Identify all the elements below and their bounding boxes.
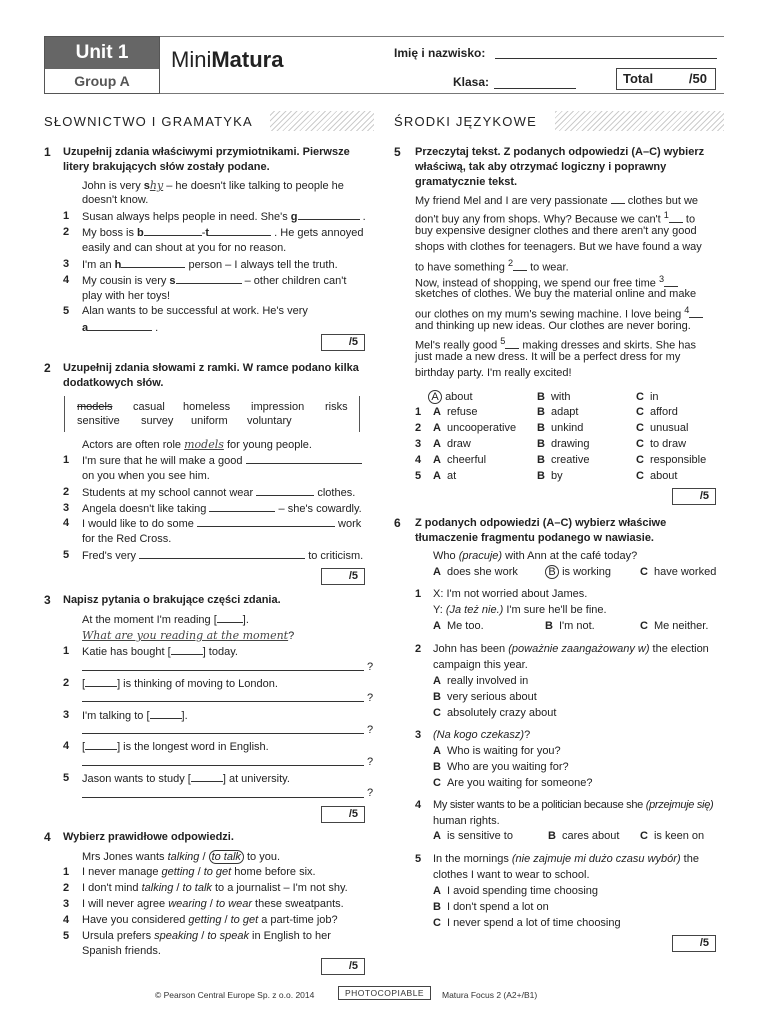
gap[interactable] — [611, 193, 625, 204]
answer-line[interactable] — [82, 670, 364, 671]
exercise-instruction: Przeczytaj tekst. Z podanych odpowiedzi (A–C) wybierz właściwą, tak aby otrzymać logiczny i poprawny gramatycznie tekst. — [415, 146, 705, 188]
exercise-number: 5 — [394, 145, 401, 159]
word-box-item: models — [77, 401, 113, 413]
option-a[interactable]: A about — [428, 390, 473, 406]
option-c[interactable]: C afford — [636, 406, 678, 418]
answer-blank[interactable] — [150, 708, 182, 719]
answer-blank[interactable] — [139, 548, 305, 559]
item-line: I never manage getting / to get home before six. — [82, 866, 316, 878]
option-a[interactable]: A I avoid spending time choosing — [433, 885, 598, 897]
exercise-number: 3 — [44, 593, 51, 607]
word-box-item: risks — [325, 401, 348, 413]
example-line: At the moment I'm reading [ ]. — [82, 614, 249, 626]
item-line: I'm sure that he will make a good — [82, 453, 362, 470]
answer-blank[interactable] — [176, 273, 242, 284]
item-number: 5 — [63, 930, 70, 942]
gap[interactable] — [513, 260, 527, 271]
item-line: a . — [82, 322, 159, 334]
item-number: 4 — [415, 799, 422, 811]
option-b[interactable]: B unkind — [537, 422, 584, 434]
copyright: © Pearson Central Europe Sp. z o.o. 2014 — [155, 990, 315, 1000]
item-number: 5 — [415, 470, 422, 482]
exercise-instruction: Z podanych odpowiedzi (A–C) wybierz właściwe tłumaczenie fragmentu podanego w nawiasie. — [415, 517, 667, 544]
unit-title: Unit 1 — [45, 37, 159, 69]
answer-blank[interactable] — [217, 612, 243, 623]
option-c[interactable]: C about — [636, 470, 678, 482]
answer-blank[interactable] — [256, 485, 314, 496]
item-number: 5 — [415, 853, 422, 865]
item-line: clothes I want to wear to school. — [433, 869, 590, 881]
item-number: 5 — [63, 305, 70, 317]
question-mark: ? — [367, 724, 374, 736]
option-a[interactable]: A at — [433, 470, 457, 482]
language-means-heading: ŚRODKI JĘZYKOWE — [394, 114, 537, 129]
example-answer: What are you reading at the moment? — [82, 629, 295, 642]
item-number: 2 — [63, 677, 70, 689]
answer-blank[interactable] — [171, 644, 203, 655]
question-mark: ? — [367, 756, 374, 768]
option-a[interactable]: A is sensitive to — [433, 830, 513, 842]
option-a[interactable]: A does she work — [433, 566, 518, 578]
answer-blank[interactable] — [209, 501, 275, 512]
answer-blank[interactable] — [121, 257, 185, 268]
item-line: Students at my school cannot wear clothes. — [82, 487, 356, 499]
example-line: Mrs Jones wants talking / to talk to you. — [82, 851, 280, 863]
unit-box — [44, 36, 160, 94]
text-line: buy expensive designer clothes and there aren't any good — [415, 225, 697, 237]
item-number: 2 — [415, 643, 422, 655]
option-c[interactable]: C Are you waiting for someone? — [433, 777, 593, 789]
exercise-instruction: Napisz pytania o brakujące części zdania. — [63, 594, 281, 606]
gap[interactable] — [664, 276, 678, 287]
item-line: My cousin is very s – other children can't — [82, 275, 347, 287]
option-c[interactable]: C unusual — [636, 422, 689, 434]
item-number: 1 — [63, 454, 70, 466]
item-number: 1 — [63, 645, 70, 657]
answer-blank[interactable] — [144, 225, 202, 236]
item-line: I'm talking to [ ]. — [82, 710, 188, 722]
score-box[interactable]: /5 — [321, 334, 365, 351]
text-line: shops with clothes for teenagers. But we have found a way — [415, 241, 702, 253]
item-line: John has been (poważnie zaangażowany w) the election — [433, 643, 709, 655]
class-label: Klasa: — [453, 75, 490, 89]
mini-matura-logo: MiniMatura — [171, 47, 284, 72]
item-number: 2 — [63, 882, 70, 894]
gap[interactable] — [669, 212, 683, 223]
item-number: 4 — [63, 274, 70, 286]
option-a[interactable]: A uncooperative — [433, 422, 517, 434]
item-number: 4 — [63, 517, 70, 529]
answer-blank[interactable] — [209, 225, 271, 236]
item-number: 2 — [415, 422, 422, 434]
score-box[interactable]: /5 — [672, 488, 716, 505]
text-line: don't buy any from shops. Why? Because we can't $^1$ to — [415, 210, 696, 226]
heading-hatch — [555, 111, 724, 131]
option-c[interactable]: C absolutely crazy about — [433, 707, 557, 719]
item-line: I don't mind talking / to talk to a journalist – I'm not shy. — [82, 882, 348, 894]
total-box: Total /50 — [616, 68, 716, 90]
item-line: [ ] is the longest word in English. — [82, 741, 269, 753]
item-number: 3 — [63, 502, 70, 514]
item-number: 1 — [63, 866, 70, 878]
item-line: [ ] is thinking of moving to London. — [82, 678, 278, 690]
answer-line[interactable] — [82, 733, 364, 734]
option-a[interactable]: A really involved in — [433, 675, 529, 687]
question-mark: ? — [367, 692, 374, 704]
item-line: Fred's very to criticism. — [82, 550, 364, 562]
question-mark: ? — [367, 661, 374, 673]
word-box-item: survey — [141, 415, 174, 427]
answer-blank[interactable] — [246, 453, 362, 464]
text-line: to have something $^2$ to wear. — [415, 258, 569, 274]
item-line: human rights. — [433, 815, 500, 827]
item-number: 3 — [415, 438, 422, 450]
item-line: Ursula prefers speaking / to speak in English to her — [82, 930, 331, 942]
word-box — [64, 396, 360, 432]
answer-line[interactable] — [82, 701, 364, 702]
item-number: 5 — [63, 549, 70, 561]
exercise-number: 1 — [44, 145, 51, 159]
item-number: 3 — [63, 258, 70, 270]
class-field[interactable] — [494, 88, 576, 89]
item-line: on you when you see him. — [82, 470, 210, 482]
text-line: and thinking up new ideas. Our clothes are never boring. — [415, 320, 691, 332]
answer-line[interactable] — [82, 765, 364, 766]
item-line: My boss is b -t . He gets annoyed — [82, 227, 364, 239]
item-line: play with her toys! — [82, 290, 171, 302]
item-line: Jason wants to study [ ] at university. — [82, 773, 290, 785]
item-number: 1 — [415, 588, 422, 600]
photocopiable-label: PHOTOCOPIABLE — [338, 986, 431, 1002]
score-box[interactable]: /5 — [321, 568, 365, 585]
item-number: 4 — [63, 914, 70, 926]
option-b[interactable]: B adapt — [537, 406, 579, 418]
gap[interactable] — [505, 338, 519, 349]
option-a[interactable]: A Who is waiting for you? — [433, 745, 561, 757]
exercise-instruction: Uzupełnij zdania słowami z ramki. W ramce podano kilka dodatkowych słów. — [63, 362, 359, 389]
name-label: Imię i nazwisko: — [394, 46, 486, 60]
example-line: Who (pracuje) with Ann at the café today? — [433, 550, 638, 562]
text-line: birthday party. I'm really excited! — [415, 367, 572, 379]
option-c[interactable]: C responsible — [636, 454, 707, 466]
text-line: My friend Mel and I are very passionate clothes but we — [415, 195, 699, 207]
item-line: Alan wants to be successful at work. He's very — [82, 305, 308, 317]
answer-blank[interactable] — [191, 771, 223, 782]
example-line: John is very shy – he doesn't like talking to people he — [82, 179, 344, 192]
item-line: Spanish friends. — [82, 945, 161, 957]
option-c[interactable]: C Me neither. — [640, 620, 709, 632]
exercise-number: 2 — [44, 361, 51, 375]
example-line: Actors are often role models for young people. — [82, 438, 312, 451]
answer-blank[interactable] — [197, 516, 335, 527]
option-c[interactable]: C is keen on — [640, 830, 705, 842]
score-box[interactable]: /5 — [321, 806, 365, 823]
group-label: Group A — [74, 73, 130, 89]
exercise-number: 6 — [394, 516, 401, 530]
option-b[interactable]: B with — [537, 391, 571, 403]
word-box-item: uniform — [191, 415, 228, 427]
item-number: 1 — [63, 210, 70, 222]
item-number: 3 — [63, 709, 70, 721]
option-b[interactable]: B Who are you waiting for? — [433, 761, 569, 773]
text-line: sketches of clothes. We buy the material online and make — [415, 288, 697, 300]
item-number: 3 — [415, 729, 422, 741]
item-line: My sister wants to be a politician because she (przejmuje się) — [433, 799, 714, 811]
score-box[interactable]: /5 — [321, 958, 365, 975]
answer-blank[interactable] — [298, 209, 360, 220]
item-line: I will never agree wearing / to wear these sweatpants. — [82, 898, 344, 910]
option-b[interactable]: B cares about — [548, 830, 620, 842]
question-mark: ? — [367, 787, 374, 799]
item-line: Susan always helps people in need. She's g . — [82, 211, 366, 223]
exercise-number: 4 — [44, 830, 51, 844]
answer-blank[interactable] — [85, 739, 117, 750]
option-b[interactable]: B I don't spend a lot on — [433, 901, 549, 913]
item-line: easily and can shout at you for no reason. — [82, 242, 287, 254]
option-a[interactable]: A refuse — [433, 406, 478, 418]
word-box-item: voluntary — [247, 415, 292, 427]
answer-line[interactable] — [82, 797, 364, 798]
item-line: Y: (Ja też nie.) I'm sure he'll be fine. — [433, 604, 607, 616]
option-c[interactable]: C in — [636, 391, 659, 403]
option-b[interactable]: B is working — [545, 565, 611, 581]
option-b[interactable]: B creative — [537, 454, 590, 466]
item-line: Have you considered getting / to get a part-time job? — [82, 914, 338, 926]
score-box[interactable]: /5 — [672, 935, 716, 952]
option-b[interactable]: B I'm not. — [545, 620, 595, 632]
item-number: 3 — [63, 898, 70, 910]
item-line: I'm an h person – I always tell the truth. — [82, 259, 338, 271]
word-box-item: sensitive — [77, 415, 120, 427]
name-field[interactable] — [495, 58, 717, 59]
item-line: for the Red Cross. — [82, 533, 172, 545]
item-number: 2 — [63, 486, 70, 498]
option-c[interactable]: C to draw — [636, 438, 687, 450]
word-box-item: impression — [251, 401, 305, 413]
exercise-instruction: Wybierz prawidłowe odpowiedzi. — [63, 831, 234, 843]
option-b[interactable]: B by — [537, 470, 563, 482]
option-a[interactable]: A cheerful — [433, 454, 487, 466]
word-box-item: casual — [133, 401, 165, 413]
exercise-instruction: Uzupełnij zdania właściwymi przymiotnikami. Pierwsze litery brakujących słów zostały podane. — [63, 146, 350, 173]
option-c[interactable]: C I never spend a lot of time choosing — [433, 917, 621, 929]
item-line: Katie has bought [ ] today. — [82, 646, 238, 658]
option-a[interactable]: A Me too. — [433, 620, 484, 632]
item-line: Angela doesn't like taking – she's cowardly. — [82, 503, 362, 515]
item-line: (Na kogo czekasz)? — [433, 729, 531, 741]
vocab-grammar-heading: SŁOWNICTWO I GRAMATYKA — [44, 114, 253, 129]
text-line: our clothes on my mum's sewing machine. I love being $^4$ — [415, 303, 703, 323]
option-c[interactable]: C have worked — [640, 566, 717, 578]
option-a[interactable]: A draw — [433, 438, 471, 450]
text-line: Mel's really good $^5$ making dresses and skirts. She has — [415, 336, 697, 352]
item-line: campaign this year. — [433, 659, 528, 671]
gap[interactable] — [689, 307, 703, 318]
item-number: 5 — [63, 772, 70, 784]
option-b[interactable]: B drawing — [537, 438, 590, 450]
item-line: X: I'm not worried about James. — [433, 588, 588, 600]
item-number: 2 — [63, 226, 70, 238]
item-number: 4 — [415, 454, 422, 466]
word-box-item: homeless — [183, 401, 231, 413]
item-line: In the mornings (nie zajmuje mi dużo czasu wybór) the — [433, 853, 699, 865]
text-line: Now, instead of shopping, we spend our free time $^3$ — [415, 272, 678, 292]
item-number: 4 — [63, 740, 70, 752]
answer-blank[interactable] — [85, 676, 117, 687]
option-b[interactable]: B very serious about — [433, 691, 537, 703]
heading-hatch — [270, 111, 374, 131]
course-level: Matura Focus 2 (A2+/B1) — [442, 990, 538, 1000]
example-line: doesn't know. — [82, 194, 149, 206]
item-number: 1 — [415, 406, 422, 418]
answer-blank[interactable] — [88, 320, 152, 331]
text-line: just made a new dress. It will be a perfect dress for my — [415, 351, 681, 363]
item-line: I would like to do some work — [82, 518, 362, 530]
